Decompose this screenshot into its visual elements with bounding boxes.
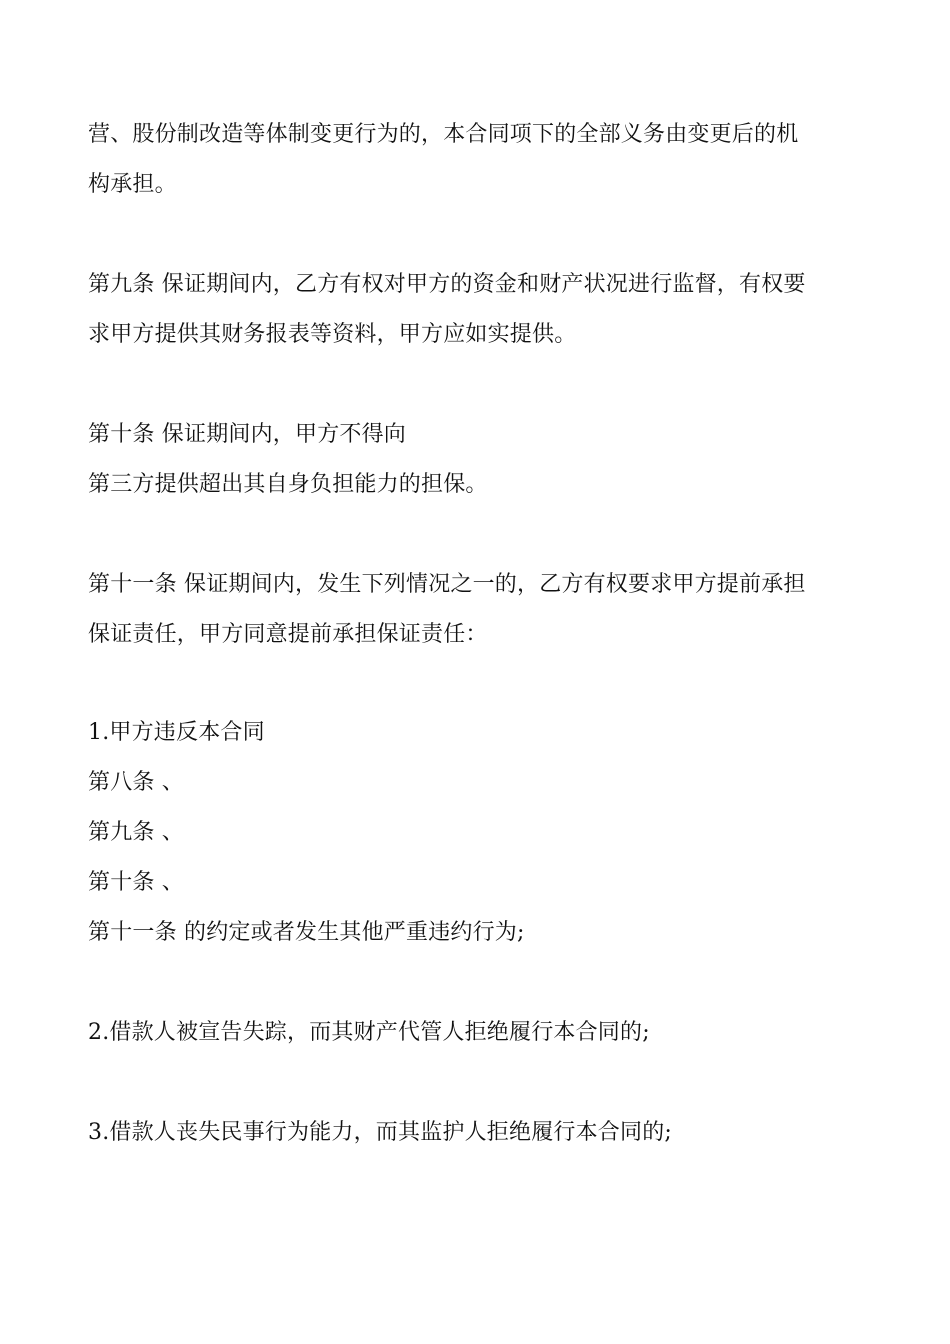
paragraph-1-line-1: 营、股份制改造等体制变更行为的，本合同项下的全部义务由变更后的机 xyxy=(88,122,799,147)
item-1-line-2: 第八条 、 xyxy=(88,770,184,795)
article-9-line-2: 求甲方提供其财务报表等资料，甲方应如实提供。 xyxy=(88,322,577,347)
article-11-line-2: 保证责任，甲方同意提前承担保证责任： xyxy=(88,622,488,647)
paragraph-1-line-2: 构承担。 xyxy=(88,172,177,197)
article-10-line-2: 第三方提供超出其自身负担能力的担保。 xyxy=(88,472,488,497)
item-1-line-4: 第十条 、 xyxy=(88,870,184,895)
item-1-line-3: 第九条 、 xyxy=(88,820,184,845)
article-11-line-1: 第十一条 保证期间内，发生下列情况之一的，乙方有权要求甲方提前承担 xyxy=(88,572,806,597)
item-3-line-1: 3.借款人丧失民事行为能力，而其监护人拒绝履行本合同的; xyxy=(88,1120,673,1145)
item-1-line-1: 1.甲方违反本合同 xyxy=(88,720,265,745)
article-10-line-1: 第十条 保证期间内，甲方不得向 xyxy=(88,422,406,447)
article-9-line-1: 第九条 保证期间内，乙方有权对甲方的资金和财产状况进行监督，有权要 xyxy=(88,272,806,297)
item-2-line-1: 2.借款人被宣告失踪，而其财产代管人拒绝履行本合同的; xyxy=(88,1020,650,1045)
item-1-line-5: 第十一条 的约定或者发生其他严重违约行为; xyxy=(88,920,525,945)
